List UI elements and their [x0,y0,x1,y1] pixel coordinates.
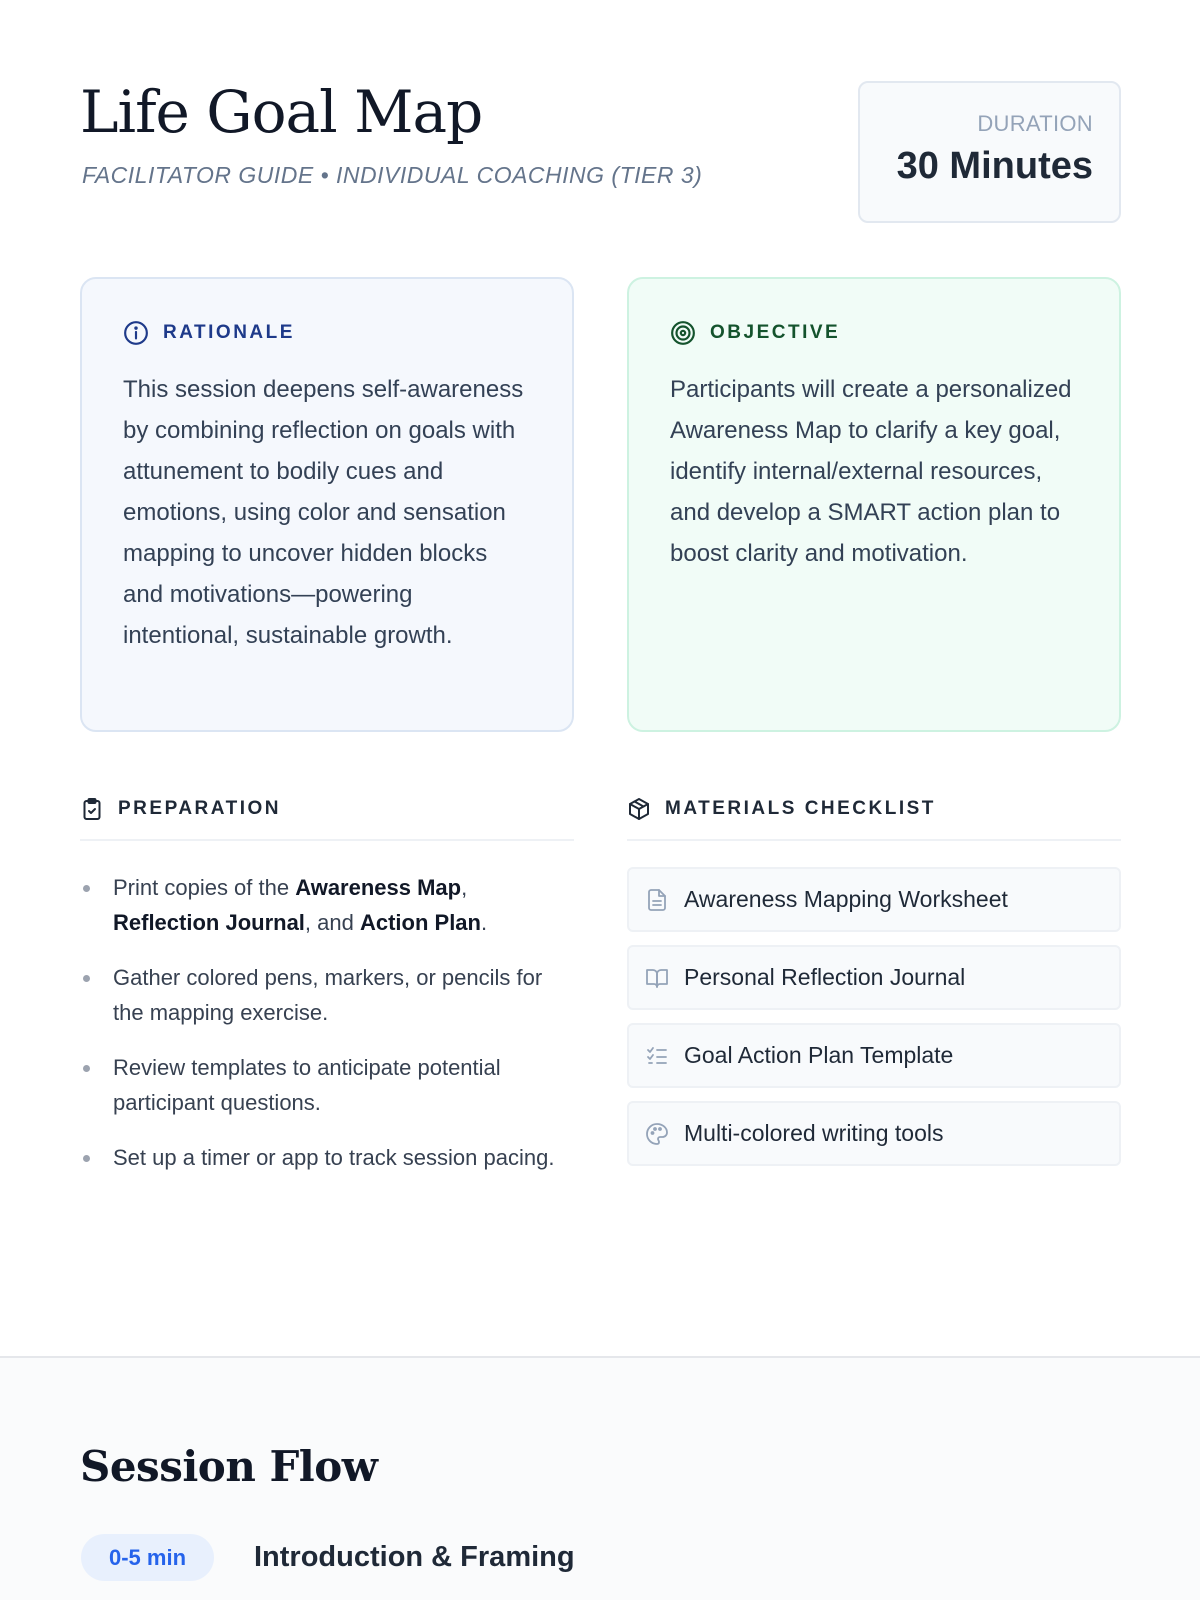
clipboard-check-icon [80,797,104,821]
session-flow-section [0,1356,1200,1600]
book-open-icon [645,966,669,990]
duration-label: DURATION [977,111,1093,136]
objective-card [627,277,1121,732]
rationale-header [123,319,532,347]
preparation-item: Print copies of the Awareness Map, Reflection Journal, and Action Plan. [80,870,574,940]
material-label: Awareness Mapping Worksheet [684,886,1008,912]
rationale-card [80,277,574,732]
preparation-list [80,870,574,1195]
reflection-journal-term: Reflection Journal [113,910,305,935]
awareness-map-term: Awareness Map [295,875,462,900]
preparation-heading: PREPARATION [118,798,281,819]
materials-header [627,797,1121,841]
session-flow-title: Session Flow [80,1442,378,1491]
preparation-item: Set up a timer or app to track session pacing. [80,1140,574,1175]
material-item-journal [627,945,1121,1010]
page-title: Life Goal Map [80,78,483,146]
step-time-badge: 0-5 min [81,1534,214,1581]
material-label: Goal Action Plan Template [684,1042,954,1068]
package-icon [627,797,651,821]
target-icon [670,320,696,346]
material-item-action-plan [627,1023,1121,1088]
checklist-icon [645,1044,669,1068]
duration-card [858,81,1121,223]
rationale-heading: RATIONALE [163,322,295,343]
preparation-header [80,797,574,841]
materials-heading: MATERIALS CHECKLIST [665,798,936,819]
palette-icon [645,1122,669,1146]
rationale-text: This session deepens self-awareness by combining reflection on goals with attunement to bodily cues and emotions, using color and sensation mapping to uncover hidden blocks and motivations—powering intentional, sustainable growth. [123,376,524,649]
materials-list [627,867,1121,1179]
action-plan-term: Action Plan [359,910,481,935]
page-subtitle: FACILITATOR GUIDE • INDIVIDUAL COACHING (TIER 3) [82,162,703,188]
material-label: Personal Reflection Journal [684,964,966,990]
material-item-writing-tools [627,1101,1121,1166]
material-item-worksheet [627,867,1121,932]
document-icon [645,888,669,912]
objective-text: Participants will create a personalized Awareness Map to clarify a key goal, identify internal/external resources, and develop a SMART action plan to boost clarity and motivation. [670,376,1072,567]
info-circle-icon [123,320,149,346]
preparation-item: Gather colored pens, markers, or pencils for the mapping exercise. [80,960,574,1030]
material-label: Multi-colored writing tools [684,1120,944,1146]
objective-header [670,319,1079,347]
objective-heading: OBJECTIVE [710,322,841,343]
step-title: Introduction & Framing [254,1541,575,1573]
duration-value: 30 Minutes [896,145,1093,187]
preparation-item: Review templates to anticipate potential participant questions. [80,1050,574,1120]
